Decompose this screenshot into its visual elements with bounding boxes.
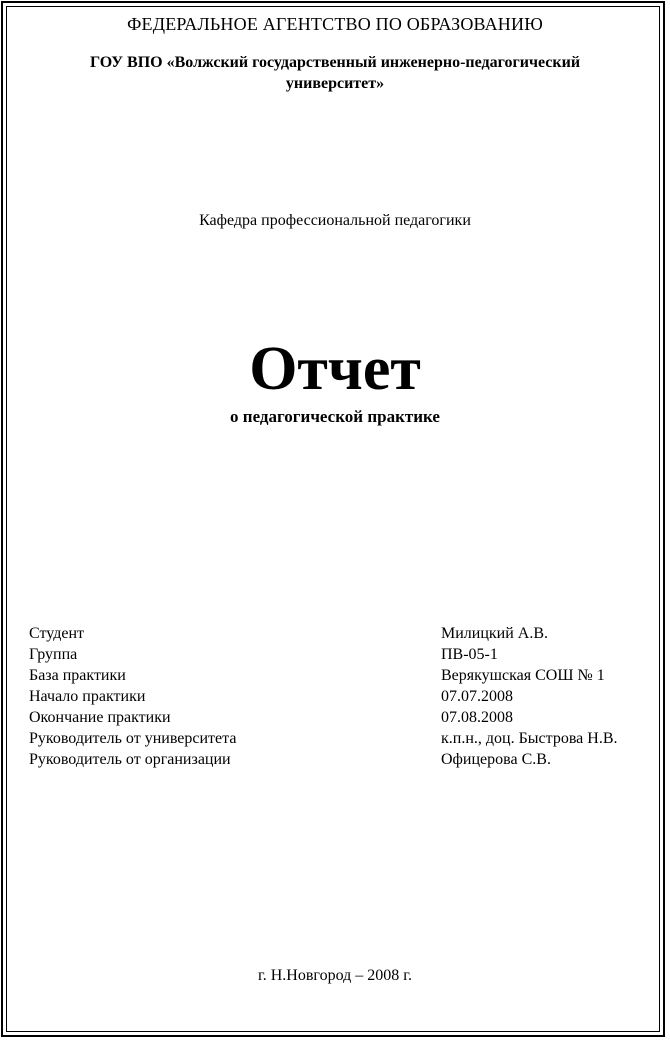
- info-row-start-date: [29, 686, 659, 707]
- report-info-table: [29, 623, 659, 770]
- info-row-practice-base: [29, 665, 659, 686]
- info-row-group: [29, 644, 659, 665]
- info-value: Верякушская СОШ № 1: [441, 667, 605, 684]
- page-border-inner: [6, 6, 660, 1032]
- info-value: ПВ-05-1: [441, 646, 498, 663]
- info-row-university-supervisor: [29, 728, 659, 749]
- info-value: Милицкий А.В.: [441, 625, 549, 642]
- info-value: 07.08.2008: [441, 709, 513, 726]
- info-label: Руководитель от организации: [29, 751, 231, 768]
- report-title: Отчет: [249, 335, 421, 403]
- info-value: к.п.н., доц. Быстрова Н.В.: [441, 730, 618, 747]
- department-name: Кафедра профессиональной педагогики: [199, 212, 471, 229]
- info-label: Начало практики: [29, 688, 146, 705]
- city-year: г. Н.Новгород – 2008 г.: [257, 967, 413, 984]
- info-value: 07.07.2008: [441, 688, 513, 705]
- university-name: ГОУ ВПО «Волжский государственный инженерно-педагогический университет»: [89, 54, 581, 92]
- info-label: Окончание практики: [29, 709, 171, 726]
- info-label: Руководитель от университета: [29, 730, 237, 747]
- info-row-student: [29, 623, 659, 644]
- agency-title: ФЕДЕРАЛЬНОЕ АГЕНТСТВО ПО ОБРАЗОВАНИЮ: [127, 14, 543, 34]
- info-label: Студент: [29, 625, 85, 642]
- info-value: Офицерова С.В.: [441, 751, 551, 768]
- info-row-end-date: [29, 707, 659, 728]
- report-subtitle: о педагогической практике: [230, 407, 440, 426]
- info-label: База практики: [29, 667, 126, 684]
- info-label: Группа: [29, 646, 78, 663]
- info-row-organization-supervisor: [29, 749, 659, 770]
